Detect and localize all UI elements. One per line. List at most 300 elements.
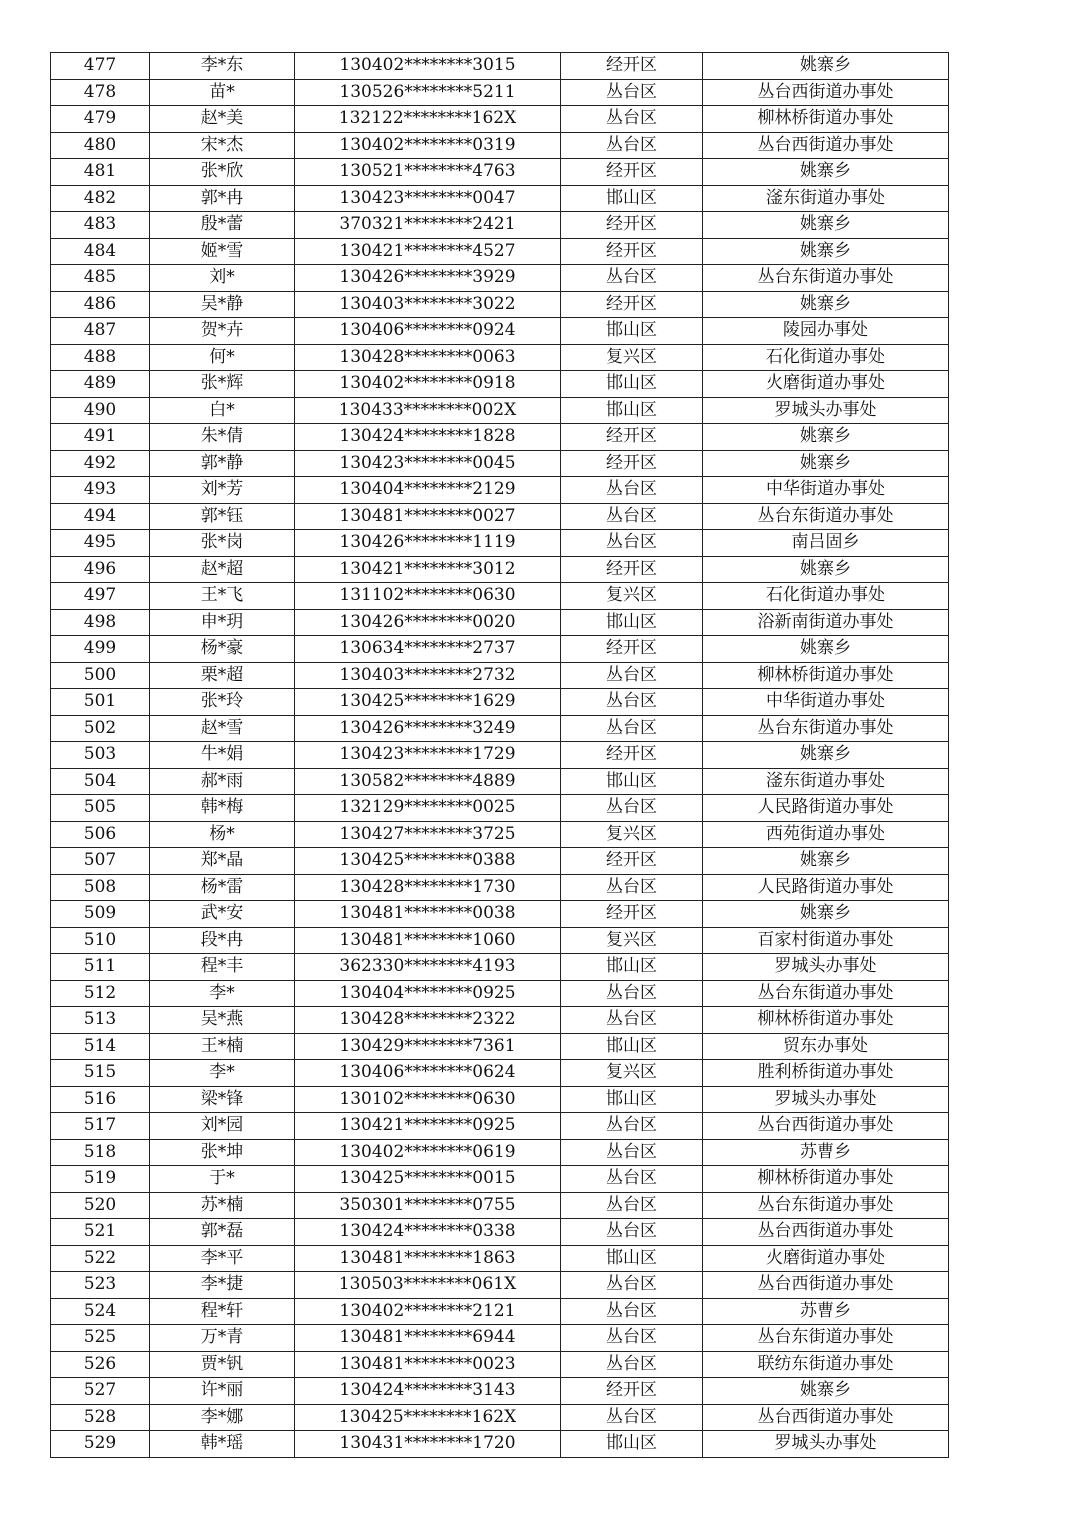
cell-number: 482 [51, 185, 150, 212]
cell-id-number: 130425********0388 [295, 848, 561, 875]
cell-id-number: 130428********1730 [295, 874, 561, 901]
cell-number: 492 [51, 450, 150, 477]
cell-district: 邯山区 [561, 397, 703, 424]
cell-id-number: 370321********2421 [295, 212, 561, 239]
cell-subdistrict: 百家村街道办事处 [703, 927, 949, 954]
cell-subdistrict: 姚寨乡 [703, 159, 949, 186]
cell-number: 491 [51, 424, 150, 451]
cell-id-number: 130423********1729 [295, 742, 561, 769]
cell-district: 邯山区 [561, 185, 703, 212]
cell-district: 经开区 [561, 636, 703, 663]
table-row [51, 132, 949, 159]
cell-district: 经开区 [561, 159, 703, 186]
cell-id-number: 130424********1828 [295, 424, 561, 451]
cell-district: 丛台区 [561, 1007, 703, 1034]
table-row [51, 477, 949, 504]
cell-number: 520 [51, 1192, 150, 1219]
cell-number: 479 [51, 106, 150, 133]
cell-district: 经开区 [561, 291, 703, 318]
cell-name: 郭*静 [150, 450, 295, 477]
cell-district: 经开区 [561, 212, 703, 239]
table-row [51, 371, 949, 398]
cell-name: 许*丽 [150, 1378, 295, 1405]
table-row [51, 742, 949, 769]
cell-name: 万*青 [150, 1325, 295, 1352]
cell-number: 487 [51, 318, 150, 345]
table-row [51, 1272, 949, 1299]
cell-id-number: 130481********0023 [295, 1351, 561, 1378]
table-row [51, 1325, 949, 1352]
cell-subdistrict: 丛台东街道办事处 [703, 503, 949, 530]
cell-subdistrict: 胜利桥街道办事处 [703, 1060, 949, 1087]
cell-name: 何* [150, 344, 295, 371]
cell-number: 524 [51, 1298, 150, 1325]
cell-name: 程*轩 [150, 1298, 295, 1325]
table-row [51, 1007, 949, 1034]
cell-district: 丛台区 [561, 132, 703, 159]
cell-subdistrict: 丛台东街道办事处 [703, 1325, 949, 1352]
cell-subdistrict: 柳林桥街道办事处 [703, 1007, 949, 1034]
cell-district: 复兴区 [561, 583, 703, 610]
cell-district: 复兴区 [561, 1060, 703, 1087]
table-row [51, 1378, 949, 1405]
cell-id-number: 130634********2737 [295, 636, 561, 663]
cell-district: 丛台区 [561, 1272, 703, 1299]
cell-number: 490 [51, 397, 150, 424]
cell-id-number: 131102********0630 [295, 583, 561, 610]
table-row [51, 1113, 949, 1140]
cell-name: 申*玥 [150, 609, 295, 636]
cell-district: 邯山区 [561, 318, 703, 345]
table-row [51, 980, 949, 1007]
cell-name: 姬*雪 [150, 238, 295, 265]
cell-name: 郭*磊 [150, 1219, 295, 1246]
cell-id-number: 130481********1060 [295, 927, 561, 954]
cell-subdistrict: 姚寨乡 [703, 742, 949, 769]
table-row [51, 318, 949, 345]
cell-name: 吴*燕 [150, 1007, 295, 1034]
cell-district: 丛台区 [561, 1325, 703, 1352]
table-row [51, 1351, 949, 1378]
cell-name: 张*欣 [150, 159, 295, 186]
cell-number: 507 [51, 848, 150, 875]
table-row [51, 397, 949, 424]
cell-id-number: 130481********0027 [295, 503, 561, 530]
table-row [51, 106, 949, 133]
cell-subdistrict: 姚寨乡 [703, 212, 949, 239]
table-row [51, 609, 949, 636]
cell-subdistrict: 中华街道办事处 [703, 477, 949, 504]
cell-district: 邯山区 [561, 954, 703, 981]
cell-name: 王*飞 [150, 583, 295, 610]
cell-district: 经开区 [561, 901, 703, 928]
cell-id-number: 130403********3022 [295, 291, 561, 318]
cell-district: 经开区 [561, 848, 703, 875]
table-row [51, 1033, 949, 1060]
table-row [51, 1298, 949, 1325]
cell-number: 528 [51, 1404, 150, 1431]
table-row [51, 1219, 949, 1246]
table-row [51, 848, 949, 875]
table-row [51, 450, 949, 477]
cell-id-number: 130526********5211 [295, 79, 561, 106]
cell-district: 丛台区 [561, 1219, 703, 1246]
cell-number: 512 [51, 980, 150, 1007]
table-row [51, 1060, 949, 1087]
table-row [51, 1431, 949, 1458]
cell-number: 526 [51, 1351, 150, 1378]
cell-district: 经开区 [561, 450, 703, 477]
cell-number: 521 [51, 1219, 150, 1246]
cell-id-number: 130404********2129 [295, 477, 561, 504]
cell-district: 丛台区 [561, 265, 703, 292]
table-row [51, 927, 949, 954]
cell-id-number: 130433********002X [295, 397, 561, 424]
cell-number: 511 [51, 954, 150, 981]
cell-number: 485 [51, 265, 150, 292]
cell-id-number: 130428********0063 [295, 344, 561, 371]
cell-number: 518 [51, 1139, 150, 1166]
cell-id-number: 130102********0630 [295, 1086, 561, 1113]
cell-name: 贺*卉 [150, 318, 295, 345]
cell-name: 李*东 [150, 53, 295, 80]
cell-subdistrict: 浴新南街道办事处 [703, 609, 949, 636]
cell-id-number: 130582********4889 [295, 768, 561, 795]
cell-district: 复兴区 [561, 344, 703, 371]
cell-id-number: 130429********7361 [295, 1033, 561, 1060]
table-row [51, 424, 949, 451]
cell-number: 527 [51, 1378, 150, 1405]
cell-district: 经开区 [561, 424, 703, 451]
cell-subdistrict: 姚寨乡 [703, 291, 949, 318]
cell-id-number: 130423********0045 [295, 450, 561, 477]
cell-subdistrict: 贸东办事处 [703, 1033, 949, 1060]
cell-number: 503 [51, 742, 150, 769]
cell-name: 段*冉 [150, 927, 295, 954]
cell-number: 516 [51, 1086, 150, 1113]
cell-district: 丛台区 [561, 1351, 703, 1378]
table-row [51, 238, 949, 265]
cell-name: 张*岗 [150, 530, 295, 557]
cell-subdistrict: 丛台东街道办事处 [703, 265, 949, 292]
table-row [51, 821, 949, 848]
cell-number: 488 [51, 344, 150, 371]
roster-table-body [51, 53, 949, 1458]
cell-subdistrict: 人民路街道办事处 [703, 795, 949, 822]
cell-subdistrict: 丛台东街道办事处 [703, 1192, 949, 1219]
cell-number: 509 [51, 901, 150, 928]
cell-subdistrict: 姚寨乡 [703, 636, 949, 663]
cell-subdistrict: 罗城头办事处 [703, 1431, 949, 1458]
cell-name: 于* [150, 1166, 295, 1193]
cell-name: 韩*梅 [150, 795, 295, 822]
cell-subdistrict: 陵园办事处 [703, 318, 949, 345]
cell-name: 杨*雷 [150, 874, 295, 901]
table-row [51, 662, 949, 689]
cell-name: 武*安 [150, 901, 295, 928]
roster-table [50, 52, 949, 1458]
cell-id-number: 130481********6944 [295, 1325, 561, 1352]
table-row [51, 159, 949, 186]
cell-id-number: 130428********2322 [295, 1007, 561, 1034]
cell-number: 497 [51, 583, 150, 610]
cell-number: 489 [51, 371, 150, 398]
cell-number: 515 [51, 1060, 150, 1087]
cell-number: 501 [51, 689, 150, 716]
cell-number: 484 [51, 238, 150, 265]
cell-number: 505 [51, 795, 150, 822]
cell-subdistrict: 姚寨乡 [703, 238, 949, 265]
cell-subdistrict: 丛台东街道办事处 [703, 715, 949, 742]
cell-district: 邯山区 [561, 1086, 703, 1113]
table-row [51, 901, 949, 928]
cell-id-number: 130426********0020 [295, 609, 561, 636]
cell-district: 丛台区 [561, 1192, 703, 1219]
cell-subdistrict: 柳林桥街道办事处 [703, 106, 949, 133]
cell-subdistrict: 姚寨乡 [703, 848, 949, 875]
cell-number: 498 [51, 609, 150, 636]
cell-name: 赵*美 [150, 106, 295, 133]
cell-number: 525 [51, 1325, 150, 1352]
table-row [51, 1404, 949, 1431]
cell-id-number: 130431********1720 [295, 1431, 561, 1458]
cell-name: 杨*豪 [150, 636, 295, 663]
cell-id-number: 130521********4763 [295, 159, 561, 186]
cell-number: 523 [51, 1272, 150, 1299]
cell-name: 宋*杰 [150, 132, 295, 159]
cell-name: 苗* [150, 79, 295, 106]
cell-number: 493 [51, 477, 150, 504]
cell-id-number: 130402********0619 [295, 1139, 561, 1166]
table-row [51, 715, 949, 742]
cell-id-number: 130402********2121 [295, 1298, 561, 1325]
cell-name: 程*丰 [150, 954, 295, 981]
cell-name: 张*玲 [150, 689, 295, 716]
cell-id-number: 130404********0925 [295, 980, 561, 1007]
cell-name: 李* [150, 980, 295, 1007]
table-row [51, 795, 949, 822]
cell-district: 复兴区 [561, 821, 703, 848]
cell-district: 丛台区 [561, 477, 703, 504]
table-row [51, 1245, 949, 1272]
cell-subdistrict: 火磨街道办事处 [703, 1245, 949, 1272]
cell-number: 504 [51, 768, 150, 795]
cell-name: 赵*雪 [150, 715, 295, 742]
cell-name: 贾*钒 [150, 1351, 295, 1378]
cell-district: 邯山区 [561, 609, 703, 636]
cell-id-number: 130406********0924 [295, 318, 561, 345]
cell-id-number: 130426********3249 [295, 715, 561, 742]
cell-subdistrict: 中华街道办事处 [703, 689, 949, 716]
table-row [51, 689, 949, 716]
cell-number: 529 [51, 1431, 150, 1458]
cell-district: 丛台区 [561, 662, 703, 689]
cell-name: 赵*超 [150, 556, 295, 583]
cell-name: 殷*蕾 [150, 212, 295, 239]
cell-id-number: 130425********162X [295, 1404, 561, 1431]
cell-name: 梁*锋 [150, 1086, 295, 1113]
cell-id-number: 130481********1863 [295, 1245, 561, 1272]
cell-name: 白* [150, 397, 295, 424]
cell-subdistrict: 滏东街道办事处 [703, 185, 949, 212]
cell-district: 丛台区 [561, 1139, 703, 1166]
table-row [51, 503, 949, 530]
cell-id-number: 350301********0755 [295, 1192, 561, 1219]
table-row [51, 768, 949, 795]
cell-subdistrict: 姚寨乡 [703, 424, 949, 451]
cell-subdistrict: 柳林桥街道办事处 [703, 1166, 949, 1193]
cell-number: 481 [51, 159, 150, 186]
cell-number: 506 [51, 821, 150, 848]
table-row [51, 1139, 949, 1166]
cell-subdistrict: 姚寨乡 [703, 556, 949, 583]
cell-name: 杨* [150, 821, 295, 848]
cell-subdistrict: 丛台东街道办事处 [703, 980, 949, 1007]
cell-name: 苏*楠 [150, 1192, 295, 1219]
table-row [51, 530, 949, 557]
cell-name: 郝*雨 [150, 768, 295, 795]
cell-name: 李*平 [150, 1245, 295, 1272]
cell-subdistrict: 丛台西街道办事处 [703, 132, 949, 159]
cell-subdistrict: 火磨街道办事处 [703, 371, 949, 398]
table-row [51, 79, 949, 106]
cell-number: 508 [51, 874, 150, 901]
cell-district: 丛台区 [561, 530, 703, 557]
cell-number: 514 [51, 1033, 150, 1060]
cell-district: 经开区 [561, 1378, 703, 1405]
cell-number: 495 [51, 530, 150, 557]
cell-name: 张*辉 [150, 371, 295, 398]
cell-district: 邯山区 [561, 1431, 703, 1458]
cell-name: 朱*倩 [150, 424, 295, 451]
cell-id-number: 130402********0319 [295, 132, 561, 159]
cell-name: 牛*娟 [150, 742, 295, 769]
cell-district: 丛台区 [561, 689, 703, 716]
cell-subdistrict: 丛台西街道办事处 [703, 1404, 949, 1431]
cell-district: 丛台区 [561, 1404, 703, 1431]
cell-name: 王*楠 [150, 1033, 295, 1060]
cell-subdistrict: 罗城头办事处 [703, 1086, 949, 1113]
cell-subdistrict: 石化街道办事处 [703, 583, 949, 610]
cell-name: 张*坤 [150, 1139, 295, 1166]
cell-subdistrict: 姚寨乡 [703, 901, 949, 928]
cell-district: 复兴区 [561, 927, 703, 954]
cell-id-number: 130427********3725 [295, 821, 561, 848]
table-row [51, 212, 949, 239]
cell-id-number: 132122********162X [295, 106, 561, 133]
cell-id-number: 130402********3015 [295, 53, 561, 80]
table-row [51, 556, 949, 583]
cell-number: 477 [51, 53, 150, 80]
cell-name: 李*捷 [150, 1272, 295, 1299]
cell-district: 邯山区 [561, 1245, 703, 1272]
cell-number: 486 [51, 291, 150, 318]
cell-id-number: 130425********1629 [295, 689, 561, 716]
cell-id-number: 130421********0925 [295, 1113, 561, 1140]
cell-district: 丛台区 [561, 715, 703, 742]
cell-subdistrict: 苏曹乡 [703, 1139, 949, 1166]
cell-subdistrict: 南吕固乡 [703, 530, 949, 557]
cell-district: 丛台区 [561, 79, 703, 106]
cell-number: 499 [51, 636, 150, 663]
cell-id-number: 130424********0338 [295, 1219, 561, 1246]
cell-district: 邯山区 [561, 768, 703, 795]
table-row [51, 1192, 949, 1219]
cell-district: 丛台区 [561, 106, 703, 133]
cell-subdistrict: 苏曹乡 [703, 1298, 949, 1325]
cell-number: 513 [51, 1007, 150, 1034]
cell-number: 483 [51, 212, 150, 239]
table-row [51, 53, 949, 80]
cell-id-number: 132129********0025 [295, 795, 561, 822]
cell-number: 496 [51, 556, 150, 583]
cell-district: 丛台区 [561, 795, 703, 822]
cell-number: 480 [51, 132, 150, 159]
cell-subdistrict: 滏东街道办事处 [703, 768, 949, 795]
cell-id-number: 130481********0038 [295, 901, 561, 928]
cell-subdistrict: 柳林桥街道办事处 [703, 662, 949, 689]
cell-name: 郑*晶 [150, 848, 295, 875]
table-row [51, 954, 949, 981]
cell-subdistrict: 姚寨乡 [703, 53, 949, 80]
cell-subdistrict: 丛台西街道办事处 [703, 79, 949, 106]
cell-number: 510 [51, 927, 150, 954]
cell-name: 刘*芳 [150, 477, 295, 504]
cell-id-number: 130402********0918 [295, 371, 561, 398]
cell-name: 韩*瑶 [150, 1431, 295, 1458]
cell-subdistrict: 罗城头办事处 [703, 954, 949, 981]
cell-district: 邯山区 [561, 371, 703, 398]
cell-number: 522 [51, 1245, 150, 1272]
cell-name: 郭*钰 [150, 503, 295, 530]
cell-subdistrict: 罗城头办事处 [703, 397, 949, 424]
cell-id-number: 130426********1119 [295, 530, 561, 557]
table-row [51, 344, 949, 371]
cell-subdistrict: 姚寨乡 [703, 450, 949, 477]
cell-number: 519 [51, 1166, 150, 1193]
cell-district: 丛台区 [561, 980, 703, 1007]
table-row [51, 265, 949, 292]
cell-name: 郭*冉 [150, 185, 295, 212]
cell-number: 494 [51, 503, 150, 530]
cell-district: 经开区 [561, 742, 703, 769]
cell-subdistrict: 丛台西街道办事处 [703, 1272, 949, 1299]
cell-name: 李* [150, 1060, 295, 1087]
cell-id-number: 130426********3929 [295, 265, 561, 292]
cell-id-number: 130423********0047 [295, 185, 561, 212]
cell-subdistrict: 石化街道办事处 [703, 344, 949, 371]
cell-number: 517 [51, 1113, 150, 1140]
cell-district: 丛台区 [561, 1113, 703, 1140]
cell-subdistrict: 西苑街道办事处 [703, 821, 949, 848]
cell-id-number: 130424********3143 [295, 1378, 561, 1405]
cell-id-number: 130503********061X [295, 1272, 561, 1299]
table-row [51, 636, 949, 663]
cell-district: 邯山区 [561, 1033, 703, 1060]
cell-name: 李*娜 [150, 1404, 295, 1431]
cell-subdistrict: 姚寨乡 [703, 1378, 949, 1405]
table-row [51, 1166, 949, 1193]
cell-subdistrict: 人民路街道办事处 [703, 874, 949, 901]
cell-subdistrict: 丛台西街道办事处 [703, 1113, 949, 1140]
table-row [51, 583, 949, 610]
cell-id-number: 130421********4527 [295, 238, 561, 265]
cell-name: 刘* [150, 265, 295, 292]
cell-subdistrict: 丛台西街道办事处 [703, 1219, 949, 1246]
cell-district: 丛台区 [561, 874, 703, 901]
cell-number: 500 [51, 662, 150, 689]
cell-id-number: 130406********0624 [295, 1060, 561, 1087]
